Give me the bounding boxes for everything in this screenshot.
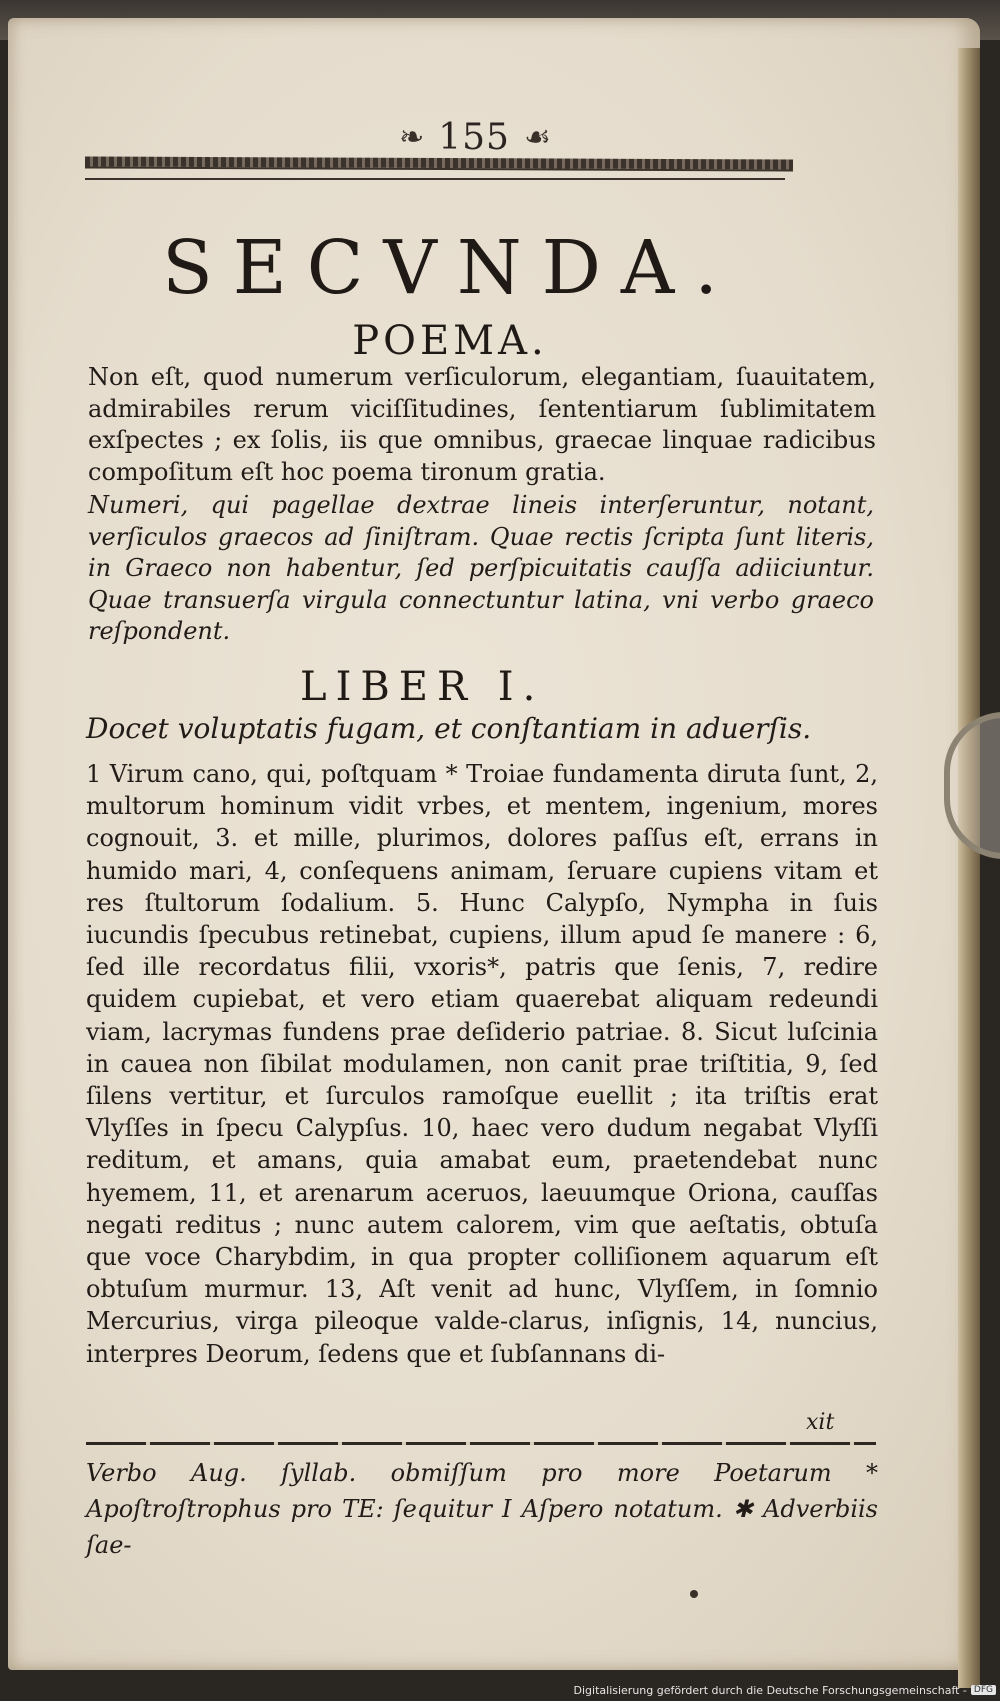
digitization-credit xyxy=(436,1679,996,1701)
section-subtitle: POEMA. xyxy=(352,318,548,364)
right-leaf-ornament-icon: ☙ xyxy=(523,119,551,155)
body-text: 1 Virum cano, qui, poſtquam * Troiae fundamenta diruta ſunt, 2, multorum hominum vidit vrbes, et mentem, ingenium, mores cognouit, 3. et mille, plurimos, dolores paſſus eſt, errans in humido mari, 4, conſequens animam, ſeruare cupiens vitam et res ſtultorum ſodalium. 5. Hunc Calypſo, Nympha in ſuis iucundis ſpecubus retinebat, cupiens, illum apud ſe manere : 6, ſed ille recordatus filii, vxoris*, patris que ſenis, 7, redire quidem cupiebat, et vero etiam quaerebat aliquam redeundi viam, lacrymas fundens prae deſiderio patriae. 8. Sicut luſcinia in cauea non ſibilat modulamen, non canit prae triſtitia, 9, ſed ſilens vertitur, et ſurculos ramoſque euellit ; ita triſtis erat Vlyſſes in ſpecu Calypſus. 10, haec vero dudum negabat Vlyſſi reditum, et amans, quia amabat eum, praetendebat nunc hyemem, 11, et arenarum aceruos, laeuumque Oriona, cauſſas negati reditus ; nunc autem calorem, vim que aeſtatis, obtuſa que voce Charybdim, in qua propter colliſionem aquarum eſt obtuſum murmur. 13, Aſt venit ad hunc, Vlyſſem, in ſomnio Mercurius, virga pileoque valde-clarus, inſignis, 14, nuncius, interpres Deorum, ſedens que et ſubſannans di- xyxy=(86,760,878,1368)
credit-text: Digitalisierung gefördert durch die Deutsche Forschungsgemeinschaft - xyxy=(573,1683,967,1697)
dfg-logo: DFG xyxy=(971,1685,996,1695)
intro-paragraph xyxy=(88,362,876,488)
page-number: 155 xyxy=(438,116,510,158)
running-header xyxy=(350,112,600,162)
editorial-note xyxy=(88,490,874,648)
catchword: xit xyxy=(806,1410,835,1435)
footnote-rule xyxy=(86,1442,876,1445)
left-leaf-ornament-icon: ❧ xyxy=(399,119,425,155)
intro-text: Non eſt, quod numerum verſiculorum, elegantiam, ſuauitatem, admirabiles rerum viciſſitudines, ſententiarum ſublimitatem exſpectes ; ex ſolis, iis que omnibus, graecae linquae radicibus compoſitum eſt hoc poema tironum gratia. xyxy=(88,363,876,486)
book-summary: Docet voluptatis fugam, et conſtantiam in aduerſis. xyxy=(86,712,812,745)
main-text xyxy=(86,758,878,1370)
note-text: Numeri, qui pagellae dextrae lineis interſeruntur, notant, verſiculos graecos ad ſiniſtram. Quae rectis ſcripta ſunt literis, in Graeco non habentur, ſed perſpicuitatis cauſſa adiiciuntur. Quae transuerſa virgula connectuntur latina, vni verbo graeco reſpondent. xyxy=(88,491,874,645)
page-edge xyxy=(958,48,980,1688)
section-title: SECVNDA. xyxy=(162,225,738,311)
ink-dot xyxy=(690,1590,698,1598)
footnote: Verbo Aug. ſyllab. obmiſſum pro more Poetarum * Apoſtroſtrophus pro TE: ſequitur I Aſpero notatum. ✱ Adverbiis ſae- xyxy=(86,1459,878,1559)
header-rule-thin xyxy=(85,178,785,180)
book-heading: LIBER I. xyxy=(300,664,545,710)
